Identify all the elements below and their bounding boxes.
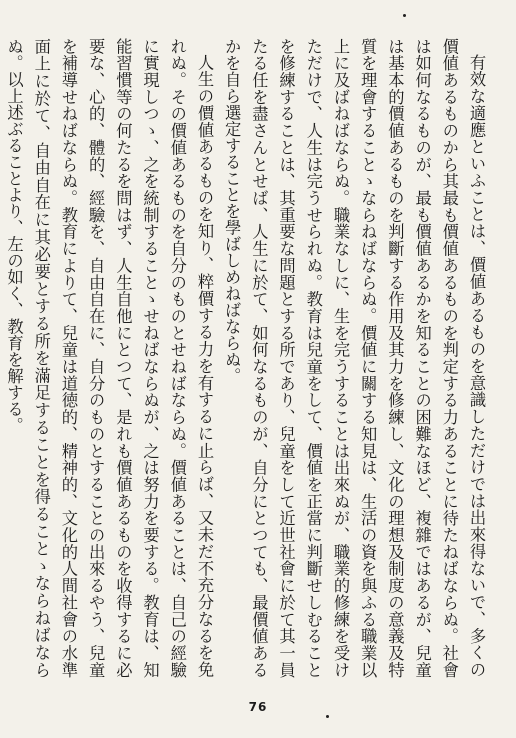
ink-speck — [326, 715, 329, 718]
paragraph-1: 有效な適應といふことは、價値あるものを意識しただけでは出來得ないで、多くの價値あるものから其最も價値あるものを判定する力あることに待たねばならぬ。社會は如何なるものが、最も價値あるかを知ることの困難なほど、複雜ではあるが、兒童は基本的價値あるものを判斷する作用及其力を修練し、文化の理想及制度の意義及特質を理會することゝならねばならぬ。價値に關する知見は、生活の資を與ふる職業以上に及ばねばならぬ。職業なしに、生を完うすることは出來ぬが、職業的修練を受けただけで、人生は完うせられぬ。教育は兒童をして、價値を正當に判斷せしむることを修練することは、其重要な問題とする所であり、兒童をして近世社會に於て其一員たる任を盡さんとせば、人生に於て、如何なるものが、自分にとつても、最價値あるかを自ら選定することを學ばしめねばならぬ。 — [222, 38, 486, 678]
page-number: 76 — [248, 700, 268, 714]
paragraph-2: 人生の價値あるものを知り、粹價する力を有するに止らば、又未だ不充分なるを免れぬ。その價値あるものを自分のものとせねばならぬ。價値あることは、自己の經驗に實現しつゝ、之を統制することゝせねばならぬが、之は努力を要する。教育は、知能習慣等の何たるを問はず、人生自他にとつて、是れも價値あるものを收得するに必要な、心的、體的、經驗を、自由自在に、自分のものとすることの出來るやう、兒童を補導せねばならぬ。教育によりて、兒童は道徳的、精神的、文化的人間社會の水準面上に於て、自由自在に其必要とする所を滿足することを得ることゝならねばならぬ。以上述ぶることより、左の如く、教育を解する。 — [4, 38, 214, 678]
body-text — [4, 38, 490, 678]
ink-speck — [403, 14, 406, 17]
